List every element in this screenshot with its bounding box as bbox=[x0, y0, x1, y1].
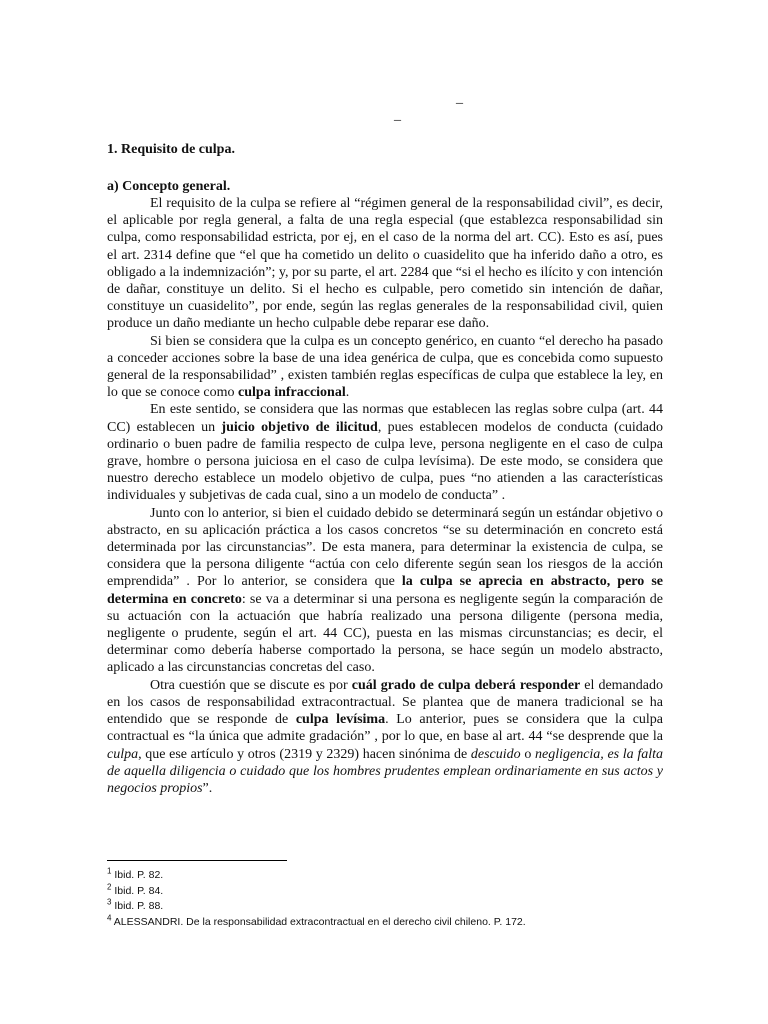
paragraph-2 bbox=[107, 333, 663, 402]
italic-term: culpa bbox=[107, 746, 139, 762]
footnote-text: Ibid. P. 84. bbox=[111, 884, 164, 897]
footnote-text: Ibid. P. 88. bbox=[111, 900, 164, 912]
footnote-number: 4 bbox=[107, 913, 112, 922]
header-mark-1: _ bbox=[456, 91, 463, 106]
paragraph-4 bbox=[107, 505, 663, 677]
bold-term: la culpa se aprecia en abstracto, pero se determina en concreto bbox=[107, 574, 664, 607]
footnote bbox=[107, 899, 526, 915]
footnotes bbox=[107, 868, 526, 930]
footnote bbox=[107, 884, 526, 900]
text-run: el demandado en los casos de responsabilidad extracontractual. Se plantea que de manera tradicional se ha entendido que se responde de bbox=[107, 677, 663, 728]
text-run: . Lo anterior, pues se considera que la culpa contractual es “la única que admite gradación” , por lo que, en base al art. 44 “se desprende que la bbox=[107, 712, 664, 745]
text-run: : se va a determinar si una persona es negligente según la comparación de su actuación con la actuación que habría realizado una persona diligente (persona media, negligente o prudente, según el art. 44 CC), puesta en las mismas circunstancias; es decir, el determinar como debería haberse comportado la persona, se hace según un modelo abstracto, aplicado a las circunstancias concretas del caso. bbox=[107, 591, 664, 676]
paragraph-5 bbox=[107, 677, 663, 797]
footnote-text: ALESSANDRI. De la responsabilidad extracontractual en el derecho civil chileno. P. 172. bbox=[111, 915, 526, 928]
text-run: En este sentido, se considera que las normas que establecen las reglas sobre culpa (art. 44 CC) establecen un bbox=[107, 402, 663, 435]
bold-term: cuál grado de culpa deberá responder bbox=[351, 677, 581, 693]
footnote-number: 3 bbox=[107, 897, 112, 907]
footnote bbox=[107, 868, 526, 884]
text-run: ”. bbox=[202, 780, 213, 796]
text-run: . bbox=[345, 385, 350, 401]
text-run: Otra cuestión que se discute es por bbox=[150, 677, 352, 693]
italic-quote: , es la falta de aquella diligencia o cuidado que los hombres prudentes emplean ordinariamente en sus actos y negocios propios bbox=[107, 746, 663, 796]
text-run: Junto con lo anterior, si bien el cuidado debido se determinará según un estándar objetivo o abstracto, en su aplicación práctica a los casos concretos “se su determinación en concreto está determinada por las circunstancias”. De esta manera, para determinar la existencia de culpa, se considera que la persona diligente “actúa con celo diferente según sean los riesgos de la acción emprendida” . Por lo anterior, se considera que bbox=[107, 505, 663, 590]
text-run: , pues establecen modelos de conducta (cuidado ordinario o buen padre de familia respecto de culpa leve, persona negligente en el caso de culpa grave, hombre o persona juiciosa en el caso de culpa levísima). De este modo, se considera que nuestro derecho establece un modelo objetivo de culpa, pues “no atienden a las características individuales y subjetivas de cada cual, sino a un modelo de conducta” . bbox=[107, 419, 664, 504]
footnote-text: Ibid. P. 82. bbox=[111, 869, 164, 881]
footnote bbox=[107, 915, 526, 931]
italic-term: negligencia bbox=[534, 746, 601, 762]
text-run: Si bien se considera que la culpa es un concepto genérico, en cuanto “el derecho ha pasado a conceder acciones sobre la base de una idea genérica de culpa, que es concebida como supuesto general de la responsabilidad” , existen también reglas específicas de culpa que establece la ley, en lo que se conoce como bbox=[107, 333, 663, 401]
footnote-number: 1 bbox=[107, 866, 112, 876]
bold-term: culpa levísima bbox=[295, 712, 386, 728]
subsection-title: a) Concepto general. bbox=[107, 179, 231, 194]
footnote-separator bbox=[107, 860, 287, 861]
bold-term: juicio objetivo de ilicitud bbox=[221, 419, 378, 435]
bold-term: culpa infraccional bbox=[238, 385, 346, 401]
paragraph-1: El requisito de la culpa se refiere al “régimen general de la responsabilidad civil”, es decir, el aplicable por regla general, a falta de una regla especial (que establezca responsabilidad sin culpa, como responsabilidad estricta, por ej, en el caso de la norma del art. CC). Esto es así, pues el art. 2314 define que “el que ha cometido un delito o cuasidelito que ha inferido daño a otro, es obligado a la indemnización”; y, por su parte, el art. 2284 que “si el hecho es ilícito y con intención de dañar, constituye un delito. Si el hecho es culpable, pero cometido sin intención de dañar, constituye un cuasidelito”, por ende, según las reglas generales de la responsabilidad civil, quien produce un daño mediante un hecho culpable debe reparar ese daño. bbox=[107, 196, 663, 332]
text-run: o bbox=[520, 746, 535, 762]
section-title: 1. Requisito de culpa. bbox=[107, 142, 235, 157]
body-text bbox=[107, 195, 663, 797]
italic-term: descuido bbox=[470, 746, 521, 762]
footnote-number: 2 bbox=[107, 882, 112, 891]
paragraph-3 bbox=[107, 401, 663, 504]
text-run: , que ese artículo y otros (2319 y 2329) hacen sinónima de bbox=[138, 746, 471, 762]
header-mark-2: _ bbox=[394, 108, 401, 123]
